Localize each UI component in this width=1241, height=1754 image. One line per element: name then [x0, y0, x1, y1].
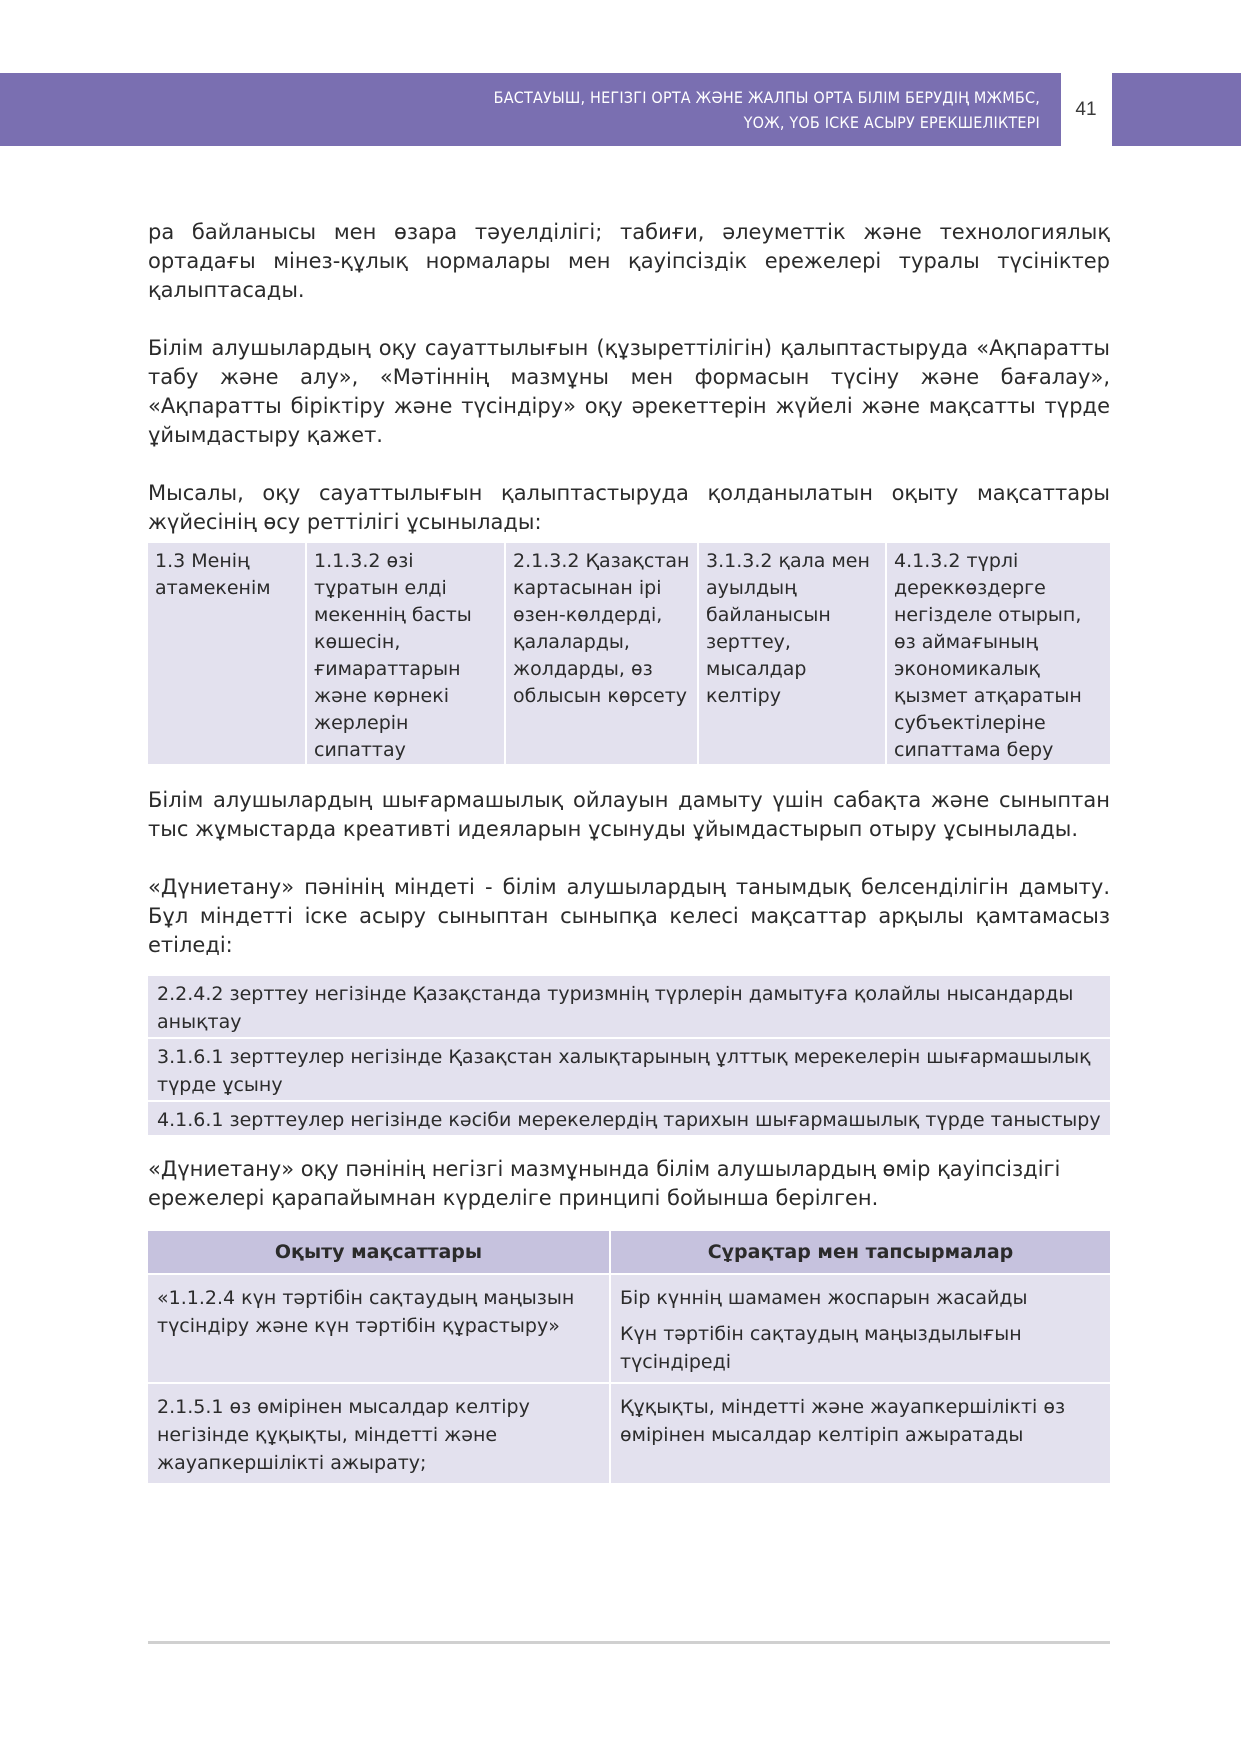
paragraph-4: Білім алушылардың шығармашылық ойлауын дамыту үшін сабақта және сыныптан тыс жұмыстарда креативті идеяларын ұсынуды ұйымдастырып отыру ұсынылады. [148, 788, 1110, 841]
page-content [148, 218, 1110, 1485]
table-row [148, 1274, 1110, 1383]
paragraph-6: «Дүниетану» оқу пәнінің негізгі мазмұнында білім алушылардың өмір қауіпсіздігі ережелері қарапайымнан күрделіге принципі бойынша берілген. [148, 1157, 1061, 1210]
table-cell [610, 1274, 1110, 1383]
header-title-line1: БАСТАУЫШ, НЕГІЗГІ ОРТА ЖӘНЕ ЖАЛПЫ ОРТА БІЛІМ БЕРУДІҢ МЖМБС, [493, 87, 1040, 107]
objectives-table [148, 976, 1110, 1137]
table-row [148, 976, 1110, 1038]
table-cell: 1.3 Менің атамекенім [148, 543, 306, 765]
paragraph-5: «Дүниетану» пәнінің міндеті - білім алушылардың танымдық белсенділігін дамыту. Бұл міндетті іске асыру сыныптан сыныпқа келесі мақсаттар арқылы қамтамасыз етіледі: [148, 875, 1110, 957]
table-cell: 2.2.4.2 зерттеу негізінде Қазақстанда туризмнің түрлерін дамытуға қолайлы нысандарды анықтау [148, 976, 1110, 1038]
table-row [148, 1101, 1110, 1136]
goal-text: 2.1.5.1 өз өмірінен мысалдар келтіру негізінде құқықты, міндетті және жауапкершілікті ажырату; [157, 1396, 530, 1474]
goal-text: «1.1.2.4 күн тәртібін сақтаудың маңызын түсіндіру және күн тәртібін құрастыру» [157, 1287, 575, 1337]
footer-divider [148, 1641, 1110, 1644]
table-cell: 1.1.3.2 өзі тұратын елді мекеннің басты көшесін, ғимараттарын және көрнекі жерлерін сипаттау [306, 543, 505, 765]
table-cell [148, 1383, 610, 1484]
header-title [494, 73, 1040, 146]
table-row [148, 1383, 1110, 1484]
table-cell [610, 1383, 1110, 1484]
table-cell: 3.1.3.2 қала мен ауылдың байланысын зерттеу, мысалдар келтіру [698, 543, 886, 765]
tasks-table [148, 1231, 1110, 1485]
column-header-tasks: Сұрақтар мен тапсырмалар [610, 1231, 1110, 1274]
progression-table [148, 543, 1110, 766]
header-band [0, 73, 1061, 146]
column-header-goals: Оқыту мақсаттары [148, 1231, 610, 1274]
paragraph-2: Білім алушылардың оқу сауаттылығын (құзыреттілігін) қалыптастыруда «Ақпаратты табу және алу», «Мәтіннің мазмұны мен формасын түсіну және бағалау», «Ақпаратты біріктіру және түсіндіру» оқу әрекеттерін жүйелі және мақсатты түрде ұйымдастыру қажет. [148, 336, 1110, 447]
task-text: Құқықты, міндетті және жауапкершілікті өз өмірінен мысалдар келтіріп ажыратады [620, 1396, 1066, 1446]
task-text: Бір күннің шамамен жоспарын жасайды [620, 1287, 1028, 1309]
table-cell: 3.1.6.1 зерттеулер негізінде Қазақстан халықтарының ұлттық мерекелерін шығармашылық түрде ұсыну [148, 1038, 1110, 1101]
table-cell: 2.1.3.2 Қазақстан картасынан ірі өзен-көлдерді, қалаларды, жолдарды, өз облысын көрсету [505, 543, 698, 765]
task-text: Күн тәртібін сақтаудың маңыздылығын түсіндіреді [620, 1323, 1022, 1373]
table-row [148, 1038, 1110, 1101]
table-cell: 4.1.3.2 түрлі дереккөздерге негізделе отырып, өз аймағының экономикалық қызмет атқаратын субъектілеріне сипаттама беру [886, 543, 1110, 765]
table-cell [148, 1274, 610, 1383]
table-cell: 4.1.6.1 зерттеулер негізінде кәсіби мерекелердің тарихын шығармашылық түрде таныстыру [148, 1101, 1110, 1136]
paragraph-1: ра байланысы мен өзара тәуелділігі; табиғи, әлеуметтік және технологиялық ортадағы мінез-құлық нормалары мен қауіпсіздік ережелері туралы түсініктер қалыптасады. [148, 220, 1110, 302]
header-title-line2: ҮОЖ, ҮОБ ІСКЕ АСЫРУ ЕРЕКШЕЛІКТЕРІ [743, 112, 1040, 132]
header-band-right [1112, 73, 1241, 146]
paragraph-3: Мысалы, оқу сауаттылығын қалыптастыруда қолданылатын оқыту мақсаттары жүйесінің өсу реттілігі ұсынылады: [148, 481, 1110, 534]
page-number: 41 [1075, 98, 1097, 120]
table-row [148, 543, 1110, 765]
table-header-row [148, 1231, 1110, 1274]
